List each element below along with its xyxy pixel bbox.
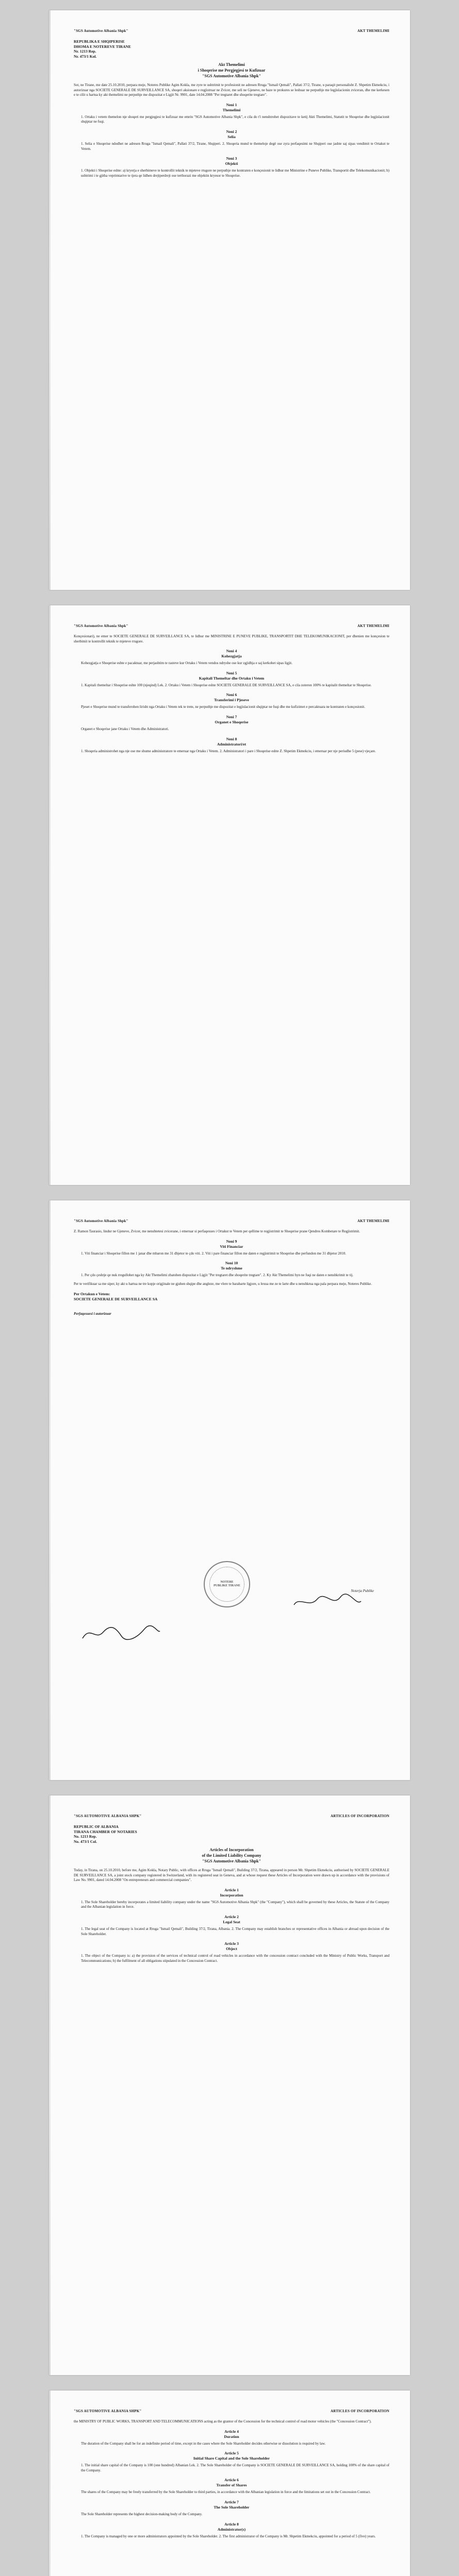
signature-block — [74, 1292, 389, 1316]
article-number: Neni 5 — [226, 670, 237, 675]
lead-paragraph: Z. Ramon Taurasio, lindur ne Gjeneve, Zvicer, me nenshtetesi zvicerane, i emeruar si perfaqesues i Ortakut te Vetem per qellime te regjistrimit te Shoqerise prane Qendres Kombetare te Regjistrimit. — [74, 1229, 360, 1233]
article-heading — [74, 1914, 389, 1925]
article-name: Transfer of Shares — [216, 2483, 247, 2488]
title-line: of the Limited Liability Company — [202, 1853, 261, 1858]
article-number: Article 4 — [224, 2429, 239, 2434]
stamp-text: NOTERE PUBLIKE TIRANE — [214, 1581, 240, 1587]
company-name: SOCIETE GENERALE DE SURVEILLANCE SA — [74, 1297, 158, 1302]
running-header-right: AKT THEMELIMI — [357, 29, 389, 33]
article-text: Pjeset e Shoqerise mund te transferohen lirisht nga Ortaku i Vetem tek te trete, ne perputhje me dispozitat e legjislacionit shqiptar ne fuqi dhe me kufizimet e percaktuara ne kontraten e konçesionit. — [81, 705, 365, 709]
document-title — [74, 1847, 389, 1864]
address-line: DHOMA E NOTEREVE TIRANE — [74, 44, 131, 49]
scan-edge — [49, 2391, 51, 2576]
article-number: Article 3 — [224, 1941, 239, 1946]
article-name: Kohezgjatja — [221, 654, 242, 659]
notary-stamp-icon — [204, 1561, 250, 1607]
scan-edge — [49, 1200, 51, 1780]
running-header-left: "SGS Automotive Albania Shpk" — [74, 1219, 128, 1223]
article-heading — [74, 2522, 389, 2532]
document-title — [74, 62, 389, 79]
article-number: Neni 6 — [226, 692, 237, 698]
address-line: Nr. 1213 Rep. — [74, 49, 96, 54]
document-page-1 — [49, 10, 410, 590]
address-line: Nr. 473/1 Kol. — [74, 54, 97, 59]
running-header-right: ARTICLES OF INCORPORATION — [330, 1814, 389, 1818]
article-heading — [74, 2478, 389, 2488]
article-text: 1. The legal seat of the Company is located at Rruga "Ismail Qemali", Building 37/2, Tirana, Albania. 2. The Company may establish branches or representative offices in Albania or abroad upon decision of the Sole Shareholder. — [81, 1926, 389, 1936]
title-line: Akt Themelimi — [218, 62, 245, 67]
article-number: Neni 8 — [226, 736, 237, 741]
running-header — [74, 1219, 389, 1223]
article-heading — [74, 1888, 389, 1898]
running-header-right: AKT THEMELIMI — [357, 1219, 389, 1223]
article-name: Selia — [227, 134, 236, 139]
article-heading — [74, 156, 389, 166]
article-text: 1. The initial share capital of the Company is 100 (one hundred) Albanian Lek. 2. The Sole Shareholder of the Company is SOCIETE GENERALE DE SURVEILLANCE SA, holding 100% of the share capital of the Company. — [81, 2463, 389, 2472]
article-heading — [74, 692, 389, 703]
signed-by-label: Perfaqesuesi i autorizuar — [74, 1312, 111, 1316]
article-text: 1. Viti financiar i Shoqerise fillon me 1 janar dhe mbaron me 31 dhjetor te çdo viti. 2. Viti i pare financiar fillon me daten e regjistrimit te Shoqerise dhe perfundon me 31 dhjetor 2010. — [81, 1251, 347, 1256]
article-heading — [74, 2429, 389, 2439]
article-number: Article 5 — [224, 2451, 239, 2456]
signature-icon — [80, 1623, 162, 1643]
lead-paragraph: the MINISTRY OF PUBLIC WORKS, TRANSPORT AND TELECOMMUNICATIONS acting as the grantor of the Concession for the technical control of road motor vehicles (the "Concession Contract"). — [74, 2419, 372, 2424]
article-name: Duration — [224, 2434, 239, 2439]
article-heading — [74, 715, 389, 725]
notary-address-block — [74, 1824, 389, 1844]
article-name: Administrator(s) — [217, 2527, 246, 2532]
article-name: Objekti — [225, 161, 238, 166]
article-heading — [74, 1261, 389, 1271]
article-name: Legal Seat — [223, 1919, 240, 1924]
article-text: Kohezgjatja e Shoqerise eshte e pacaktuar, me perjashtim te rasteve kur Ortaku i Vetem vendos ndryshe ose kur zgjidhja e saj kerkohet sipas ligjit. — [81, 661, 292, 666]
scan-edge — [49, 605, 51, 1185]
article-text: The Sole Shareholder represents the highest decision-making body of the Company. — [81, 2512, 203, 2516]
document-page-5 — [49, 2391, 410, 2576]
article-text: 1. Shoqeria administrohet nga nje ose me shume administratore te emeruar nga Ortaku i Vetem. 2. Administratori i pare i Shoqerise eshte Z. Shpetim Ekmekciu, i emeruar per nje periudhe 5 (pese) vjeçare. — [81, 749, 376, 753]
running-header-left: "SGS Automotive Albania Shpk" — [74, 624, 128, 628]
article-name: Initial Share Capital and the Sole Shareholder — [193, 2456, 270, 2461]
article-text: 1. The object of the Company is: a) the provision of the services of technical control of road vehicles in accordance with the concession contract concluded with the Ministry of Public Works, Transport and Telecommunications; b) the fulfilment of all obligations stipulated in the Concession Contract. — [81, 1954, 389, 1963]
running-header — [74, 1814, 389, 1818]
article-name: Te ndryshme — [221, 1266, 242, 1271]
address-line: No. 473/1 Col. — [74, 1839, 97, 1844]
running-header-left: "SGS Automotive Albania Shpk" — [74, 29, 128, 33]
article-number: Neni 10 — [225, 1261, 238, 1266]
article-name: Incorporation — [220, 1892, 243, 1897]
article-text: 1. Kapitali themeltar i Shoqerise eshte 100 (njeqind) Lek. 2. Ortaku i Vetem i Shoqerise eshte SOCIETE GENERALE DE SURVEILLANCE SA, e cila zoteron 100% te kapitalit themeltar te Shoqerise. — [81, 683, 372, 687]
closing-paragraph: Per te verifikuar sa me siper, ky akt u hartua ne tre kopje origjinale ne gjuhen shqipe dhe angleze, me vlere te barabarte ligjore, u lexua me ze te larte dhe u nenshkrua nga pala perpara meje, Noteres Publike. — [74, 1281, 372, 1286]
title-line: Articles of Incorporation — [209, 1848, 254, 1852]
address-line: REPUBLIKA E SHQIPERISE — [74, 39, 125, 44]
running-header — [74, 29, 389, 33]
article-heading — [74, 103, 389, 113]
article-heading — [74, 649, 389, 659]
document-page-4 — [49, 1795, 410, 2375]
article-name: Transferimi i Pjeseve — [214, 698, 249, 703]
article-heading — [74, 737, 389, 747]
article-number: Article 2 — [224, 1914, 239, 1919]
running-header-right: ARTICLES OF INCORPORATION — [330, 2409, 389, 2413]
article-number: Article 7 — [224, 2499, 239, 2504]
intro-paragraph: Sot, ne Tirane, me date 25.10.2010, perpara meje, Noteres Publike Agim Kokla, me zyre te ushtrimit te profesionit ne adresen Rruga "Ismail Qemali", Pallati 37/2, Tirane, u paraqit personalisht Z. Shpetim Ekmekciu, i autorizuar nga SOCIETE GENERALE DE SURVEILLANCE SA, shoqeri aksionare e regjistruar ne Zvicer, me seli ne Gjeneve, ne baze te prokures se leshuar ne perputhje me legjislacionin zviceran, dhe me kerkesen e te cilit u hartua ky akt themelimi ne perputhje me dispozitat e Ligjit Nr. 9901, date 14.04.2008 "Per tregtaret dhe shoqerite tregtare". — [74, 83, 389, 97]
article-number: Neni 9 — [226, 1239, 237, 1244]
article-heading — [74, 1941, 389, 1952]
article-number: Neni 1 — [226, 102, 237, 107]
article-text: The shares of the Company may be freely transferred by the Sole Shareholder to third parties, in accordance with the Albanian legislation in force and the limitations set out in the Concession Contract. — [81, 2490, 371, 2495]
article-heading — [74, 2451, 389, 2461]
scan-edge — [49, 10, 51, 590]
intro-paragraph: Today, in Tirana, on 25.10.2010, before me, Agim Kokla, Notary Public, with offices at Rruga "Ismail Qemali", Building 37/2, Tirana, appeared in person Mr. Shpetim Ekmekciu, authorised by SOCIETE GENERALE DE SURVEILLANCE SA, a joint stock company registered in Switzerland, with its registered seat in Geneva, and at whose request these Articles of Incorporation were drawn up in accordance with the provisions of Law No. 9901, dated 14.04.2008 "On entrepreneurs and commercial companies". — [74, 1868, 389, 1883]
article-name: Organet e Shoqerise — [215, 719, 249, 724]
title-line: "SGS Automotive Albania Shpk" — [202, 74, 261, 78]
title-line: "SGS Automotive Albania Shpk" — [202, 1859, 261, 1863]
address-line: TIRANA CHAMBER OF NOTARIES — [74, 1829, 137, 1834]
document-page-3 — [49, 1200, 410, 1780]
article-name: Object — [226, 1946, 237, 1952]
article-heading — [74, 671, 389, 681]
running-header — [74, 2409, 389, 2413]
running-header — [74, 624, 389, 628]
scan-edge — [49, 1795, 51, 2375]
article-heading — [74, 129, 389, 140]
address-line: No. 1213 Rep. — [74, 1834, 97, 1839]
notary-address-block — [74, 39, 389, 59]
article-number: Article 1 — [224, 1887, 239, 1892]
running-header-left: "SGS AUTOMOTIVE ALBANIA SHPK" — [74, 1814, 142, 1818]
article-name: Themelimi — [222, 107, 241, 112]
address-line: REPUBLIC OF ALBANIA — [74, 1824, 119, 1829]
article-text: 1. Selia e Shoqerise ndodhet ne adresen Rruga "Ismail Qemali", Pallati 37/2, Tirane, Shqiperi. 2. Shoqeria mund te themeloje degë ose zyra perfaqesimi ne Shqiperi ose jashte saj sipas vendimit te Ortakut te Vetem. — [81, 141, 389, 151]
article-number: Article 6 — [224, 2478, 239, 2483]
article-number: Neni 3 — [226, 156, 237, 161]
article-text: 1. The Company is managed by one or more administrators appointed by the Sole Shareholder. 2. The first administrator of the Company is Mr. Shpetim Ekmekciu, appointed for a period of 5 (five) years. — [81, 2534, 376, 2538]
article-name: Viti Financiar — [220, 1244, 243, 1249]
article-name: Administratori/et — [217, 741, 247, 747]
article-number: Neni 7 — [226, 714, 237, 719]
article-number: Neni 2 — [226, 129, 237, 134]
title-line: i Shoqerise me Pergjegjesi te Kufizuar — [198, 68, 266, 73]
notary-label: Noterja Publike — [351, 1589, 374, 1593]
running-header-left: "SGS AUTOMOTIVE ALBANIA SHPK" — [74, 2409, 142, 2413]
article-text: 1. Ortaku i vetem themelon nje shoqeri me pergjegjesi te kufizuar me emrin "SGS Automotive Albania Shpk", e cila do t'i nenshtrohet dispozitave te ketij Akti Themelimi, Statutit te Shoqerise dhe legjislacionit shqiptar ne fuqi. — [81, 114, 389, 124]
article-text: 1. Objekti i Shoqerise eshte: a) kryerja e sherbimeve te kontrollit teknik te mjeteve rrugore ne perputhje me kontraten e konçesionit te lidhur me Ministrine e Puneve Publike, Transportit dhe Telekomunikacionit; b) ushtrimi i te gjitha veprimtarive te tjera qe lidhen drejtperdrejt ose terthorazi me objektin kryesor te Shoqerise. — [81, 168, 389, 178]
article-heading — [74, 1239, 389, 1249]
article-number: Article 8 — [224, 2521, 239, 2527]
signature-icon — [291, 1592, 364, 1613]
article-name: Kapitali Themeltar dhe Ortaku i Vetem — [199, 675, 265, 681]
document-page-2 — [49, 605, 410, 1185]
article-text: 1. The Sole Shareholder hereby incorporates a limited liability company under the name "SGS Automotive Albania Shpk" (the "Company"), which shall be governed by these Articles, the Statute of the Company and the Albanian legislation in force. — [81, 1900, 389, 1909]
running-header-right: AKT THEMELIMI — [357, 624, 389, 628]
article-number: Neni 4 — [226, 649, 237, 654]
article-name: The Sole Shareholder — [214, 2504, 250, 2510]
article-text: The duration of the Company shall be for an indefinite period of time, except in the cases where the Sole Shareholder decides otherwise or dissolution is required by law. — [81, 2441, 326, 2446]
lead-paragraph: Konçesionari), ne emer te SOCIETE GENERALE DE SURVEILLANCE SA, te lidhur me MINISTRINE E PUNEVE PUBLIKE, TRANSPORTIT DHE TELEKOMUNIKACIONIT, per dhenien me konçesion te sherbimit te kontrollit teknik te mjeteve rrugore. — [74, 634, 389, 643]
sign-for-label: Per Ortakun e Vetem: — [74, 1292, 110, 1297]
article-text: 1. Per çdo çeshtje qe nuk rregullohet nga ky Akt Themelimi zbatohen dispozitat e Ligjit "Per tregtaret dhe shoqerite tregtare". 2. Ky Akt Themelimi hyn ne fuqi ne daten e nenshkrimit te tij. — [81, 1273, 353, 1278]
article-text: Organet e Shoqerise jane Ortaku i Vetem dhe Administratori. — [81, 726, 169, 731]
article-heading — [74, 2500, 389, 2510]
